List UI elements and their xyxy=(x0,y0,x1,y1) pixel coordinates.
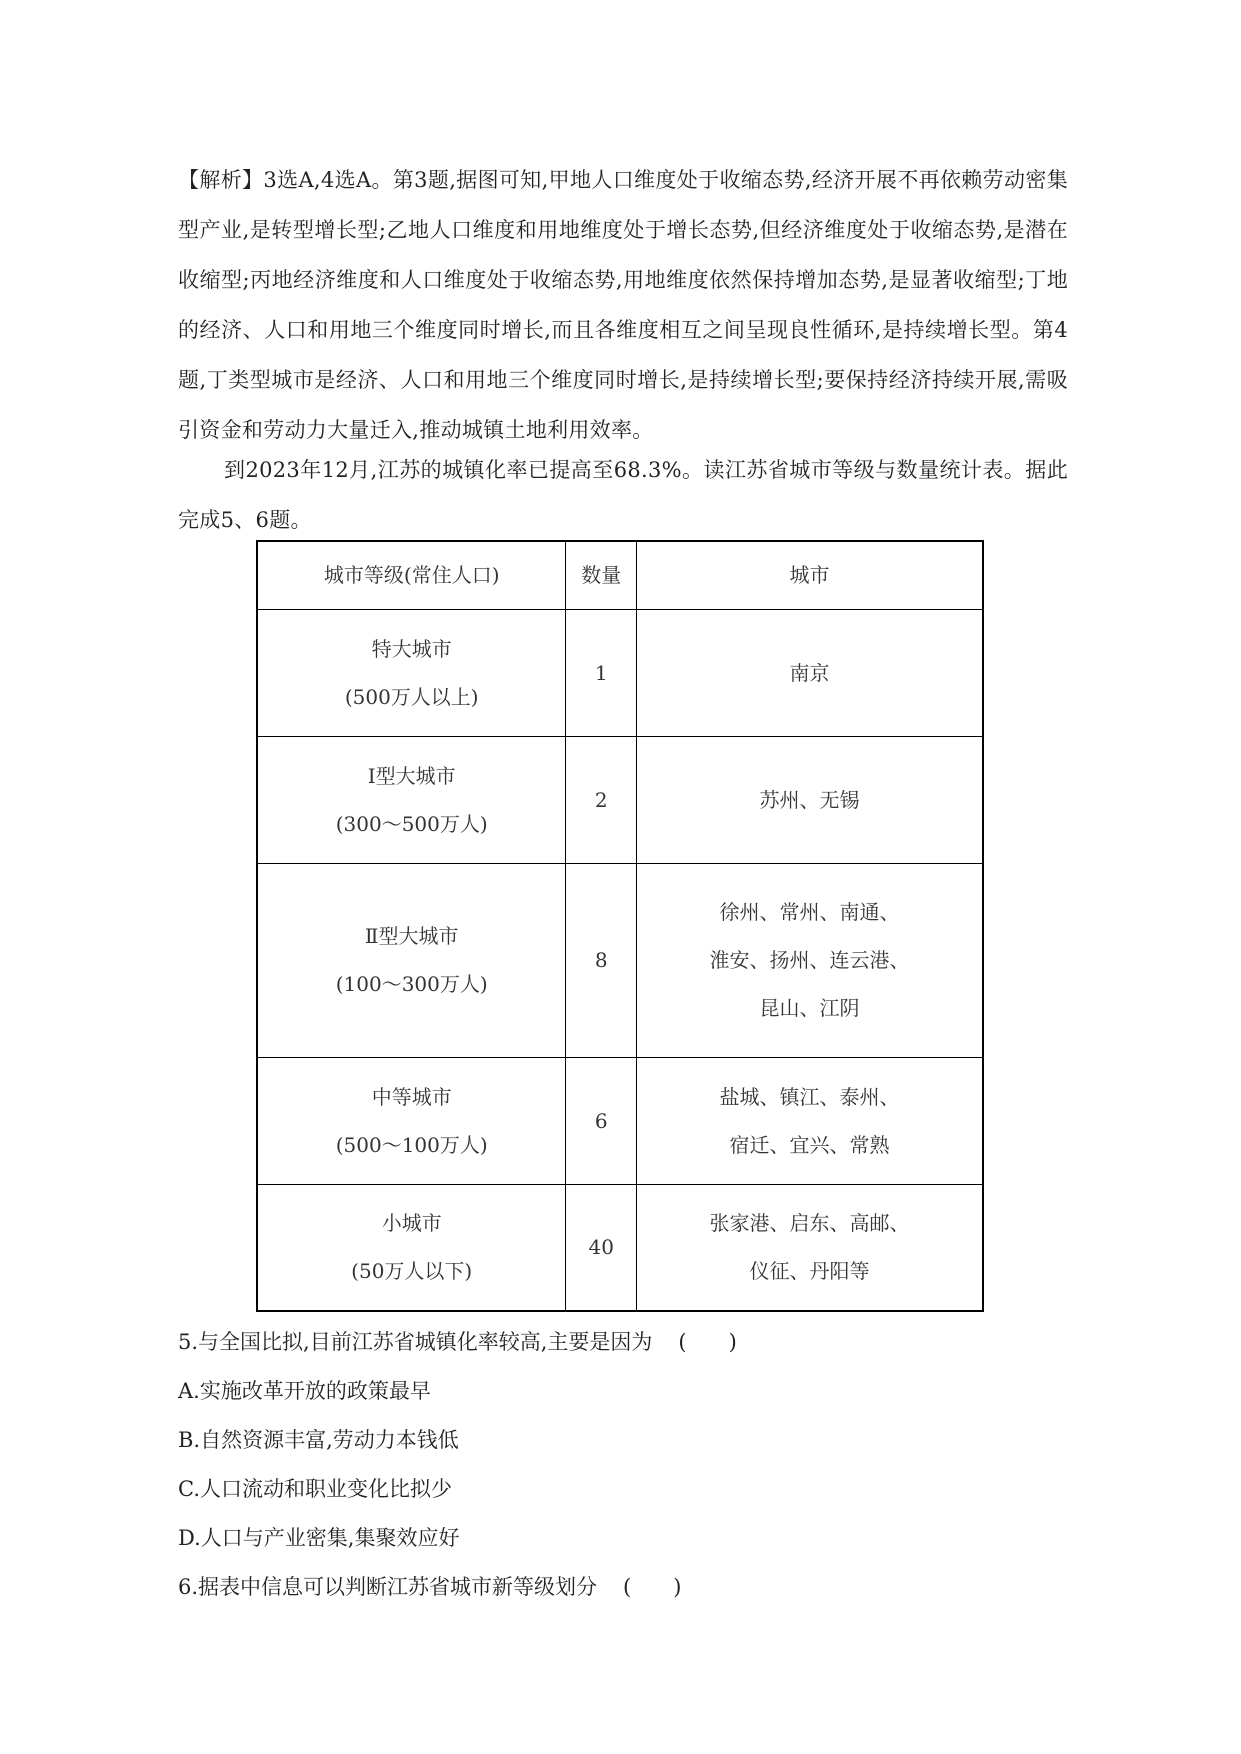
cities-line: 淮安、扬州、连云港、 xyxy=(709,948,910,972)
grade-name: Ⅱ型大城市 xyxy=(364,924,459,948)
cities-cell xyxy=(636,736,983,863)
grade-name: 中等城市 xyxy=(371,1084,452,1109)
intro-paragraph: 到2023年12月,江苏的城镇化率已提高至68.3%。读江苏省城市等级与数量统计表。据此完成5、6题。 xyxy=(178,458,1068,532)
grade-range: (100～300万人) xyxy=(335,972,488,996)
grade-range: (500万人以上) xyxy=(344,684,479,709)
cities-cell xyxy=(636,609,983,736)
answer-parentheses: ( ) xyxy=(623,1575,682,1599)
grade-range: (50万人以下) xyxy=(351,1259,473,1284)
cities-line: 苏州、无锡 xyxy=(759,787,860,812)
cities-line: 徐州、常州、南通、 xyxy=(719,900,900,924)
grade-cell xyxy=(257,1184,566,1311)
cities-cell xyxy=(636,863,983,1057)
count-cell: 1 xyxy=(566,609,637,736)
grade-cell xyxy=(257,863,566,1057)
answer-parentheses: ( ) xyxy=(678,1330,737,1354)
cities-line: 南京 xyxy=(789,660,830,685)
grade-cell xyxy=(257,736,566,863)
header-cities: 城市 xyxy=(636,541,983,609)
question-6 xyxy=(178,1563,1068,1612)
grade-range: (500～100万人) xyxy=(335,1132,488,1157)
grade-name: Ⅰ型大城市 xyxy=(367,763,456,788)
table-row xyxy=(257,609,983,736)
grade-range: (300～500万人) xyxy=(335,811,488,836)
grade-cell xyxy=(257,1057,566,1184)
question-5 xyxy=(178,1318,1068,1367)
cities-line: 仪征、丹阳等 xyxy=(749,1259,870,1284)
count-cell: 40 xyxy=(566,1184,637,1311)
table-header-row xyxy=(257,541,983,609)
count-cell: 2 xyxy=(566,736,637,863)
cities-line: 宿迁、宜兴、常熟 xyxy=(729,1132,890,1157)
cities-cell xyxy=(636,1057,983,1184)
question-5-stem: 5.与全国比拟,目前江苏省城镇化率较高,主要是因为 xyxy=(178,1330,653,1354)
questions-block xyxy=(178,1318,1068,1612)
grade-cell xyxy=(257,609,566,736)
cities-cell xyxy=(636,1184,983,1311)
option-a: A.实施改革开放的政策最早 xyxy=(178,1379,431,1403)
count-cell: 8 xyxy=(566,863,637,1057)
table-row xyxy=(257,1057,983,1184)
header-count: 数量 xyxy=(566,541,637,609)
question-6-stem: 6.据表中信息可以判断江苏省城市新等级划分 xyxy=(178,1575,598,1599)
table-row xyxy=(257,863,983,1057)
option-c: C.人口流动和职业变化比拟少 xyxy=(178,1477,452,1501)
cities-line: 张家港、启东、高邮、 xyxy=(709,1211,910,1236)
cities-line: 盐城、镇江、泰州、 xyxy=(719,1084,900,1109)
analysis-paragraph: 【解析】3选A,4选A。第3题,据图可知,甲地人口维度处于收缩态势,经济开展不再依赖劳动密集型产业,是转型增长型;乙地人口维度和用地维度处于增长态势,但经济维度处于收缩态势,是潜在收缩型;丙地经济维度和人口维度处于收缩态势,用地维度依然保持增加态势,是显著收缩型;丁地的经济、人口和用地三个维度同时增长,而且各维度相互之间呈现良性循环,是持续增长型。第4题,丁类型城市是经济、人口和用地三个维度同时增长,是持续增长型;要保持经济持续开展,需吸引资金和劳动力大量迁入,推动城镇土地利用效率。 xyxy=(178,168,1068,442)
option-b: B.自然资源丰富,劳动力本钱低 xyxy=(178,1428,459,1452)
count-cell: 6 xyxy=(566,1057,637,1184)
cities-line: 昆山、江阴 xyxy=(759,996,860,1020)
city-grade-table xyxy=(256,540,984,1312)
table-row xyxy=(257,736,983,863)
header-city-grade: 城市等级(常住人口) xyxy=(257,541,566,609)
option-d: D.人口与产业密集,集聚效应好 xyxy=(178,1526,460,1550)
grade-name: 特大城市 xyxy=(371,636,452,661)
table-row xyxy=(257,1184,983,1311)
grade-name: 小城市 xyxy=(381,1211,442,1236)
